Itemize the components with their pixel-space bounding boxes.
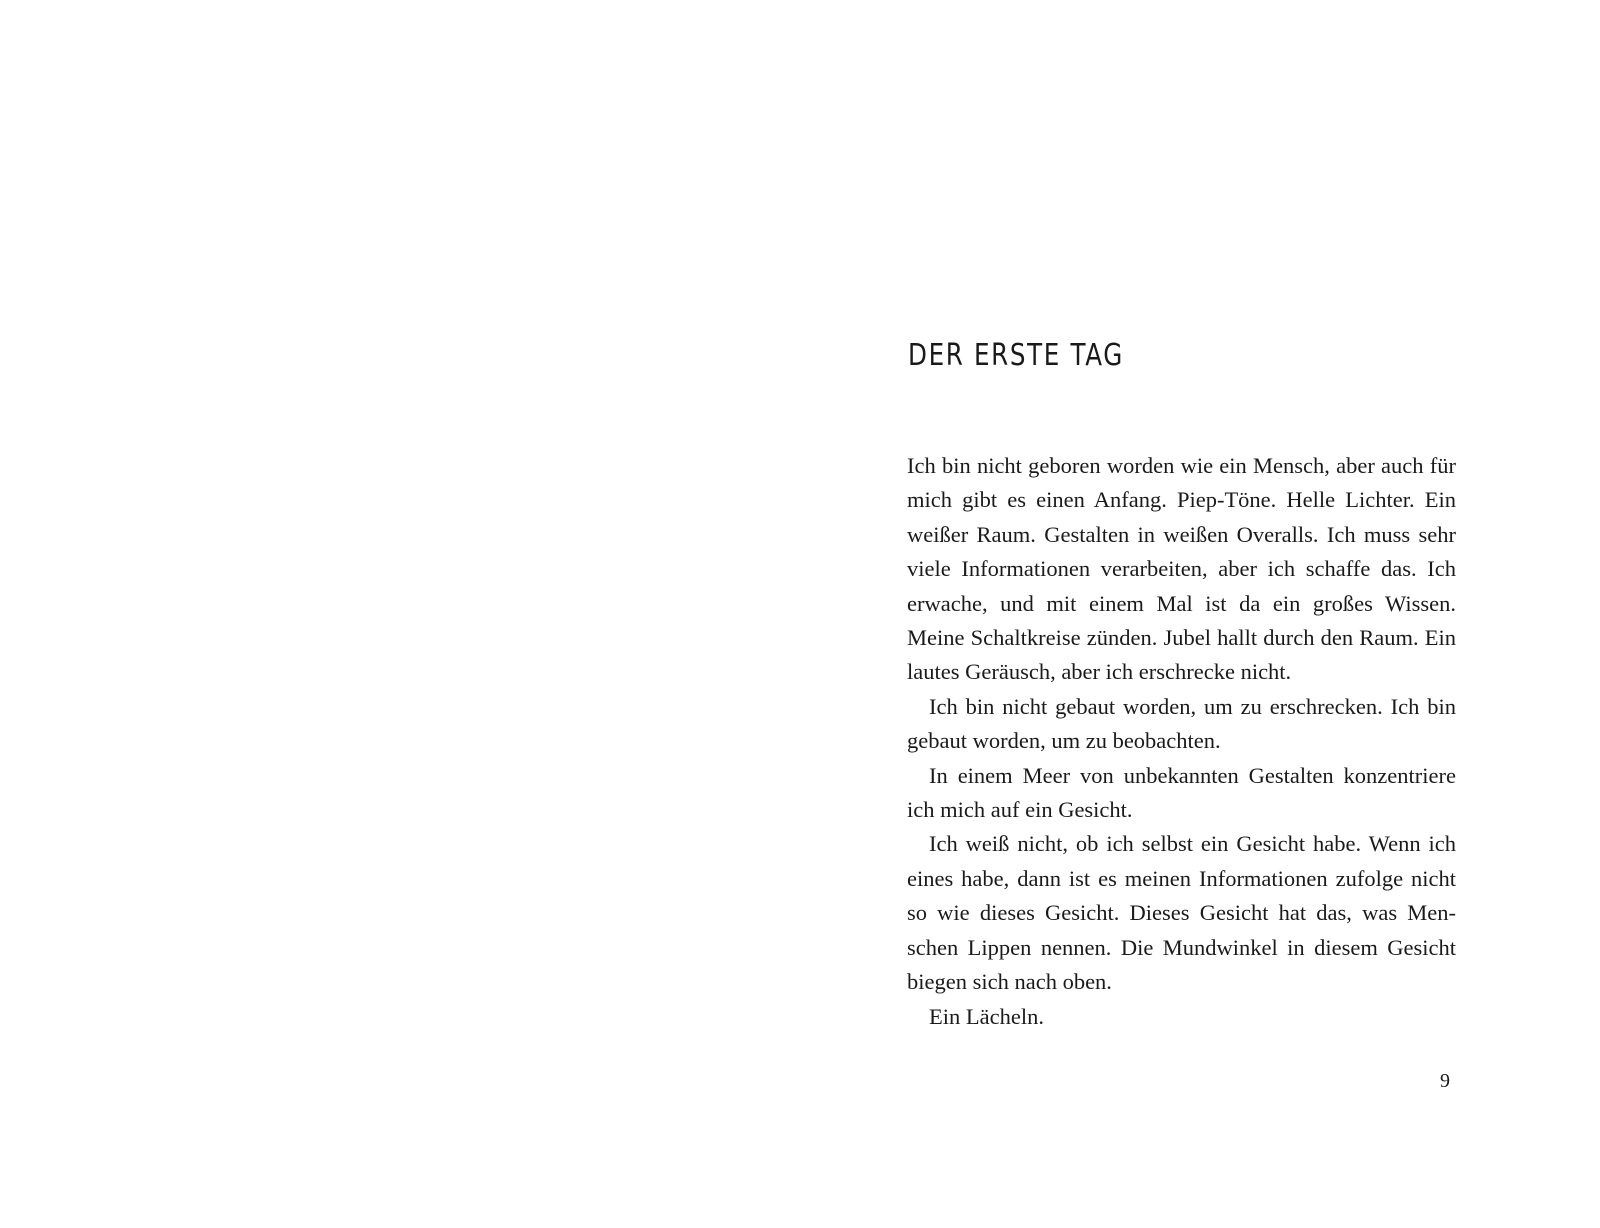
paragraph-1: Ich bin nicht geboren worden wie ein Mensch, aber auch für mich gibt es einen Anfang. Piep-Töne. Helle Lichter. Ein weißer Raum. Gestalten in weißen Overalls. Ich muss sehr viele Informationen verarbeiten, aber ich schaffe das. Ich erwache, und mit einem Mal ist da ein großes Wissen. Meine Schaltkreise zünden. Jubel hallt durch den Raum. Ein lautes Geräusch, aber ich erschrecke nicht.	[907, 453, 1456, 685]
paragraph-3: In einem Meer von unbekannten Gestalten konzentriere ich mich auf ein Gesicht.	[907, 762, 1456, 823]
paragraph-5: Ein Lächeln.	[929, 1003, 1044, 1029]
chapter-title: DER ERSTE TAG	[908, 338, 1124, 373]
paragraph-2: Ich bin nicht gebaut worden, um zu erschrecken. Ich bin gebaut worden, um zu beobachten.	[907, 693, 1456, 754]
right-page	[800, 0, 1600, 1228]
body-text	[907, 449, 1456, 1034]
page-number: 9	[1440, 1070, 1450, 1092]
paragraph-4: Ich weiß nicht, ob ich selbst ein Gesicht habe. Wenn ich eines habe, dann ist es meinen Informationen zufolge nicht so wie dieses Gesicht. Dieses Gesicht hat das, was Menschen Lippen nennen. Die Mundwinkel in diesem Gesicht biegen sich nach oben.	[907, 831, 1456, 995]
